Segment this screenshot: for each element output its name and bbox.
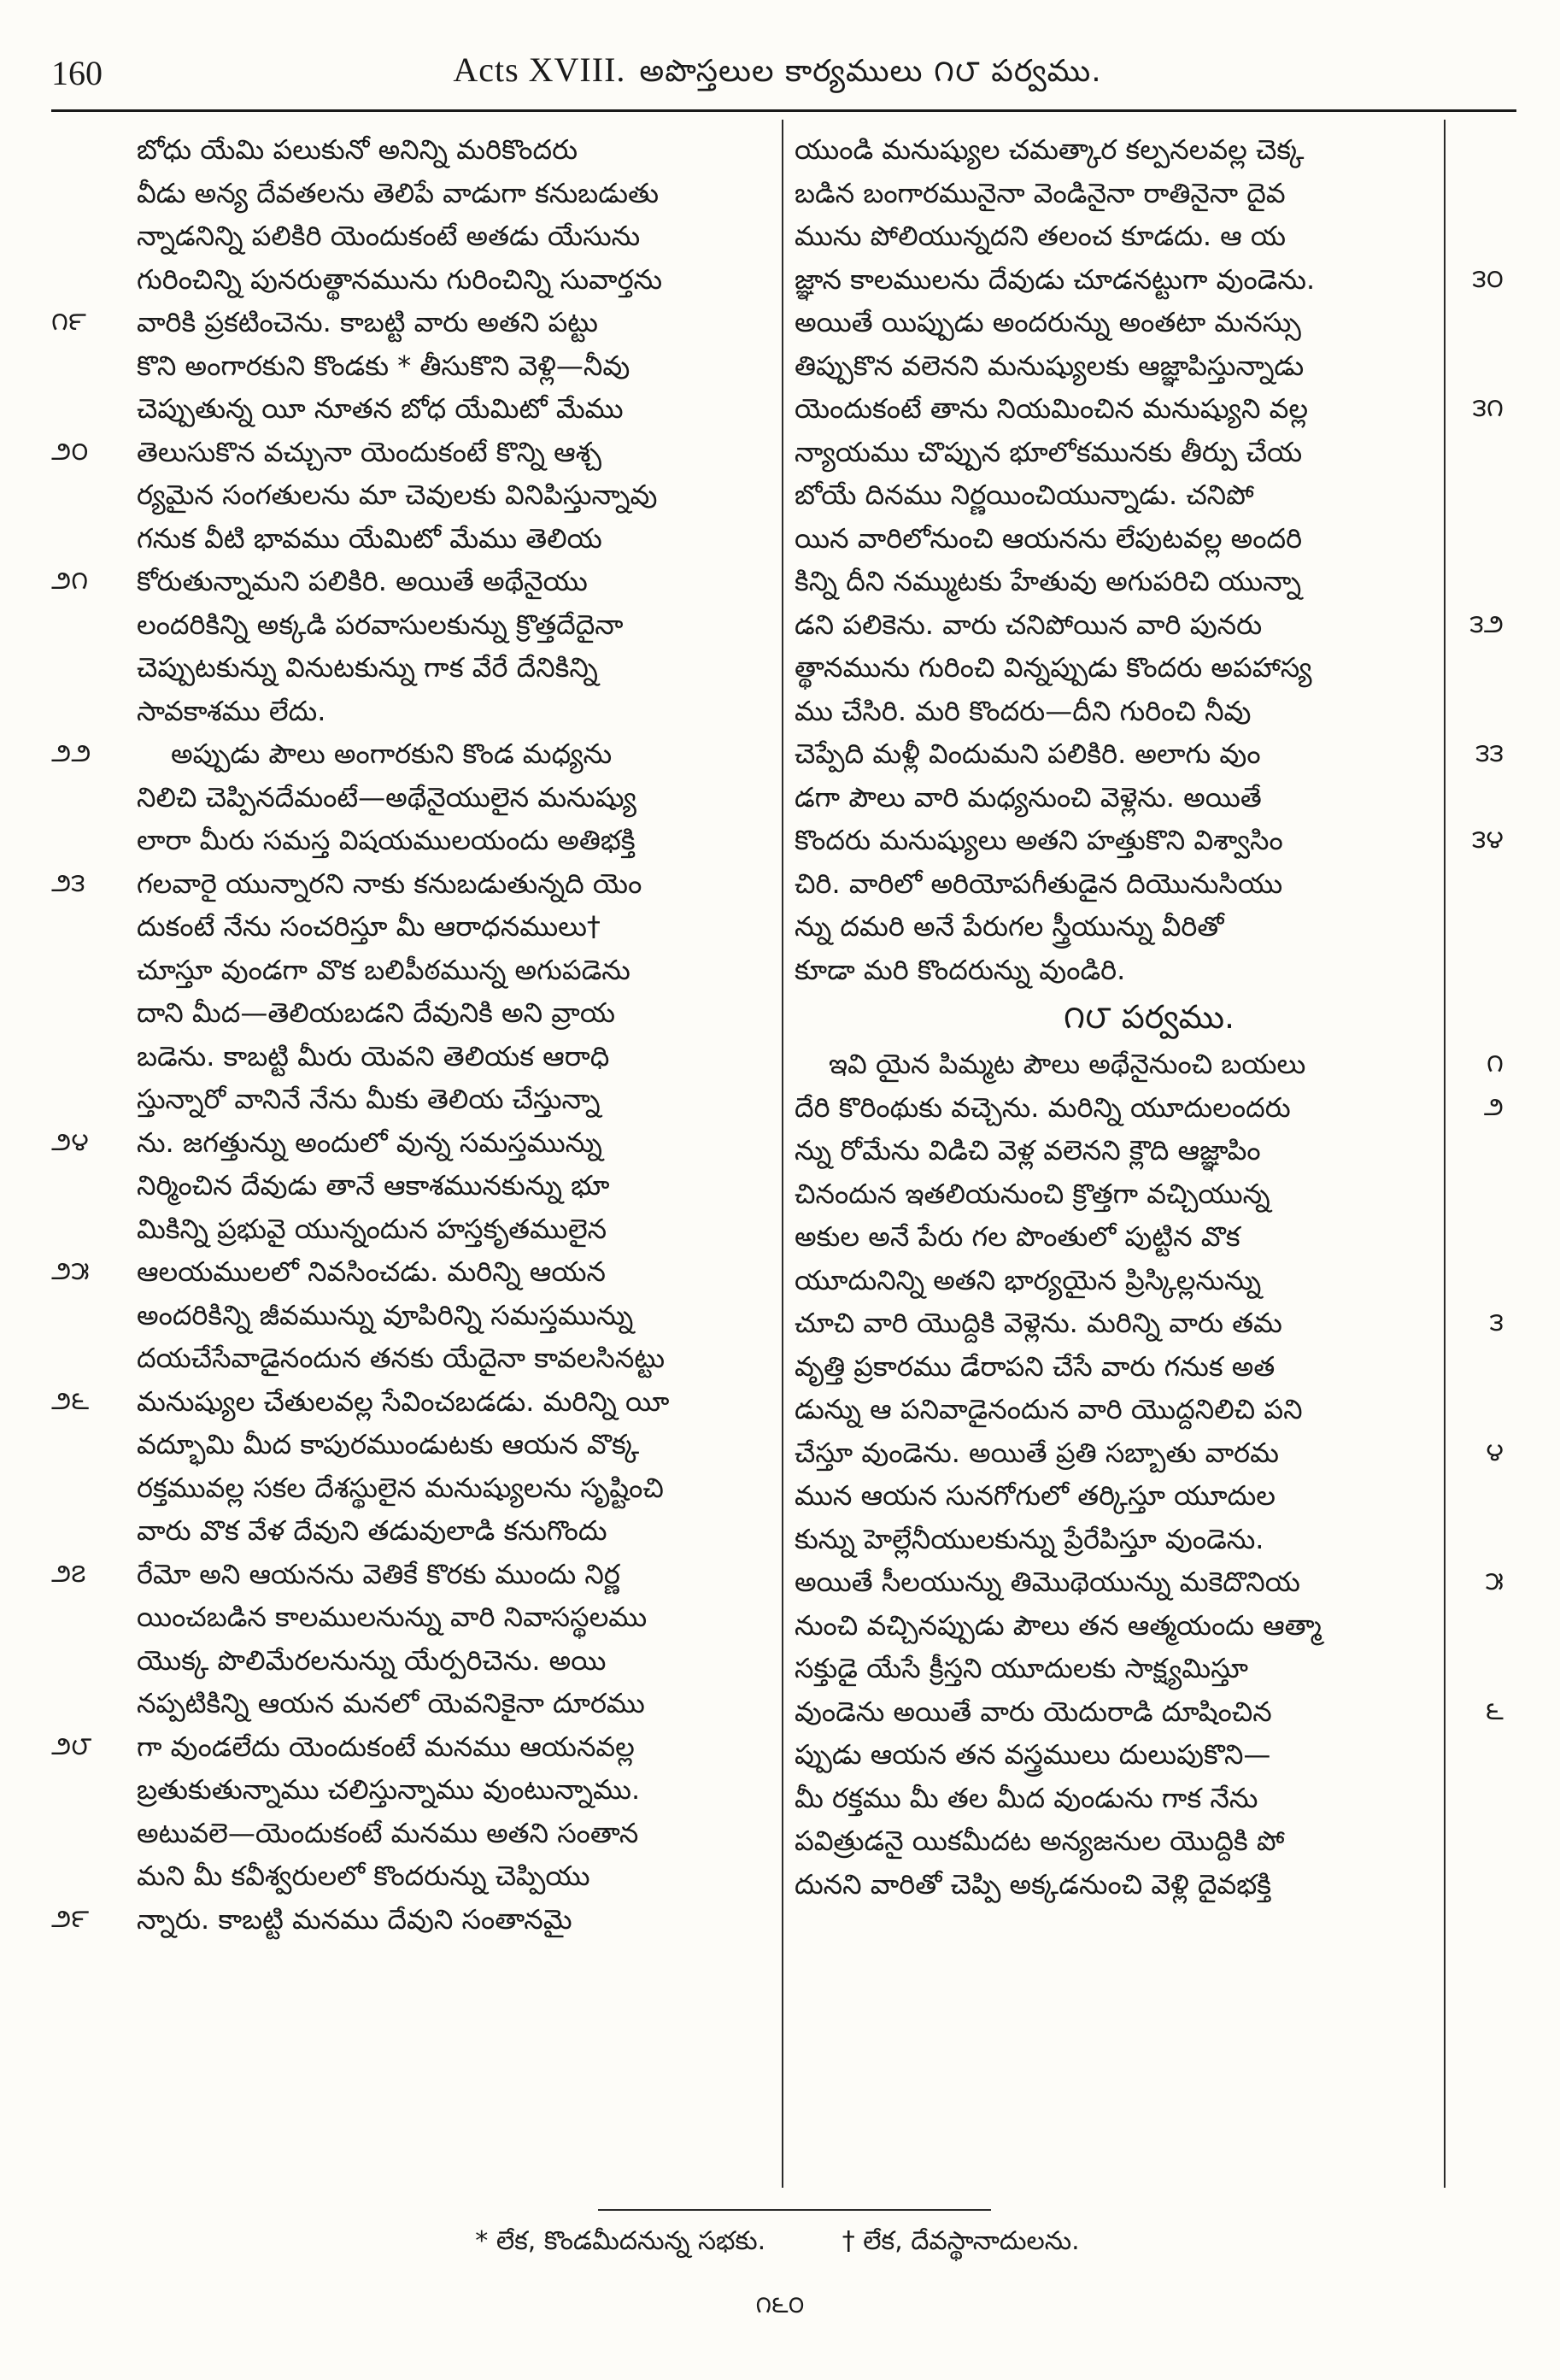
text-line xyxy=(795,1777,1504,1820)
verse-number: ౨౨ xyxy=(51,738,91,768)
verse-number: ౨౮ xyxy=(51,1731,92,1761)
verse-text: కున్ను హెల్లేనీయులకున్ను ప్రేరేపిస్తూ వుండెను. xyxy=(795,1522,1264,1555)
verse-number: ౨౪ xyxy=(51,1126,89,1157)
text-line xyxy=(795,1345,1504,1389)
text-line xyxy=(51,1898,773,1942)
text-line xyxy=(795,603,1504,647)
text-line xyxy=(51,1250,773,1294)
text-line xyxy=(795,1733,1504,1777)
text-line xyxy=(51,732,773,776)
verse-text: గురించిన్ని పునరుత్థానమును గురించిన్ని సువార్తను xyxy=(137,262,663,296)
verse-text: బడిన బంగారమునైనా వెండినైనా రాతినైనా దైవ xyxy=(795,176,1286,209)
verse-text: వీడు అన్య దేవతలను తెలిపే వాడుగా కనుబడుతు xyxy=(137,176,660,209)
text-line xyxy=(51,991,773,1035)
text-line xyxy=(51,1812,773,1855)
verse-text: వద్భూమి మీద కాపురముండుటకు ఆయన వొక్క xyxy=(137,1428,640,1460)
text-line xyxy=(795,862,1504,906)
verse-text: చేస్తూ వుండెను. అయితే ప్రతి సబ్బాతు వారమ xyxy=(795,1436,1280,1469)
text-line xyxy=(51,1768,773,1812)
column-divider xyxy=(782,120,783,2188)
verse-number: ౩౧ xyxy=(1472,393,1504,423)
text-line xyxy=(795,646,1504,690)
running-title xyxy=(103,50,1452,97)
verse-text: యెందుకంటే తాను నియమించిన మనుష్యుని వల్ల xyxy=(795,392,1309,425)
verse-text: అటువలె—యెందుకంటే మనము అతని సంతాన xyxy=(137,1816,639,1849)
text-line xyxy=(51,1639,773,1683)
verse-text: బోధు యేమి పలుకునో అనిన్ని మరికొందరు xyxy=(137,133,578,166)
text-line xyxy=(795,690,1504,733)
text-line xyxy=(51,1121,773,1165)
text-line xyxy=(51,1682,773,1725)
text-line xyxy=(795,560,1504,603)
verse-text: దేరి కొరింథుకు వచ్చెను. మరిన్ని యూదులందరు xyxy=(795,1090,1291,1124)
verse-number: ౨౭ xyxy=(51,1558,86,1589)
left-column xyxy=(51,128,773,1941)
verse-text: డని పలికెను. వారు చనిపోయిన వారి పునరు xyxy=(795,608,1263,641)
text-line xyxy=(795,1819,1504,1863)
text-line xyxy=(51,1466,773,1510)
text-line xyxy=(795,1518,1504,1561)
verse-text: డున్ను ఆ పనివాడైనందున వారి యొద్దనిలిచి పని xyxy=(795,1393,1303,1425)
verse-text: ర్యమైన సంగతులను మా చెవులకు వినిపిస్తున్నావు xyxy=(137,479,658,511)
text-line xyxy=(51,172,773,215)
verse-text: సావకాశము లేదు. xyxy=(137,694,326,727)
text-line xyxy=(51,473,773,517)
verse-number: ౩౩ xyxy=(1475,738,1504,768)
text-line xyxy=(795,819,1504,862)
text-line xyxy=(795,344,1504,388)
text-line xyxy=(795,1647,1504,1690)
text-line xyxy=(795,776,1504,820)
verse-text: న్యాయము చొప్పున భూలోకమునకు తీర్పు చేయ xyxy=(795,435,1303,468)
text-line xyxy=(51,258,773,302)
text-line xyxy=(795,517,1504,561)
text-line xyxy=(51,949,773,992)
text-line xyxy=(51,905,773,949)
text-line xyxy=(51,1035,773,1078)
verse-text: ను. జగత్తున్ను అందులో వున్న సమస్తమున్ను xyxy=(137,1125,602,1159)
verse-text: కొందరు మనుష్యులు అతని హత్తుకొని విశ్వాసిం xyxy=(795,824,1283,856)
text-line xyxy=(795,1215,1504,1259)
text-line xyxy=(795,128,1504,172)
verse-text: కోరుతున్నామని పలికిరి. అయితే అథేనైయు xyxy=(137,565,588,597)
verse-text: పవిత్రుడనై యికమీదట అన్యజనుల యొద్దికి పో xyxy=(795,1825,1285,1857)
text-line xyxy=(51,1208,773,1251)
verse-number: ౨౯ xyxy=(51,1903,90,1934)
verse-text: ఇవి యైన పిమ్మట పౌలు అథేనైనుంచి బయలు xyxy=(829,1048,1306,1080)
verse-text: లారా మీరు సమస్త విషయములయందు అతిభక్తి xyxy=(137,824,636,856)
verse-text: తెలుసుకొన వచ్చునా యెందుకంటే కొన్ని ఆశ్చ xyxy=(137,435,601,468)
text-line xyxy=(795,1690,1504,1734)
text-line xyxy=(51,214,773,258)
text-line xyxy=(795,1604,1504,1648)
verse-text: ము చేసిరి. మరి కొందరు—దీని గురించి నీవు xyxy=(795,694,1252,727)
verse-text: నప్పటికిన్ని ఆయన మనలో యెవనికైనా దూరము xyxy=(137,1687,645,1719)
verse-text: త్థానమును గురించి విన్నప్పుడు కొందరు అపహాస్య xyxy=(795,651,1312,684)
footnote-2: † లేక, దేవస్థానాదులను. xyxy=(842,2226,1080,2256)
verse-text: చినందున ఇతలియనుంచి క్రొత్తగా వచ్చియున్న xyxy=(795,1177,1270,1210)
verse-text: వారికి ప్రకటించెను. కాబట్టి వారు అతని పట్టు xyxy=(137,306,599,338)
verse-text: న్నారు. కాబట్టి మనము దేవుని సంతానమై xyxy=(137,1902,572,1936)
verse-text: అప్పుడు పౌలు అంగారకుని కొండ మధ్యను xyxy=(171,738,613,770)
page-number: 160 xyxy=(51,53,103,92)
verse-number: ౨౦ xyxy=(51,436,89,467)
verse-text: యొక్క పొలిమేరలనున్ను యేర్పరిచెను. అయి xyxy=(137,1643,607,1677)
text-line xyxy=(51,431,773,474)
text-line xyxy=(51,1423,773,1466)
text-line xyxy=(795,1863,1504,1907)
verse-text: దునని వారితో చెప్పి అక్కడనుంచి వెళ్లి దైవభక్తి xyxy=(795,1867,1271,1901)
text-line xyxy=(795,1474,1504,1518)
verse-text: చెప్పేది మళ్లీ విందుమని పలికిరి. అలాగు వుం xyxy=(795,738,1261,770)
verse-text: అకుల అనే పేరు గల పొంతులో పుట్టిన వొక xyxy=(795,1220,1240,1253)
text-line xyxy=(51,862,773,906)
text-line xyxy=(795,387,1504,431)
text-line xyxy=(51,819,773,862)
verse-text: న్ను దమరి అనే పేరుగల స్త్రీయున్ను వీరితో xyxy=(795,910,1224,943)
verse-text: ప్పుడు ఆయన తన వస్త్రములు దులుపుకొని— xyxy=(795,1738,1271,1771)
text-line xyxy=(795,732,1504,776)
verse-text: చిరి. వారిలో అరియోపగీతుడైన దియొనుసియు xyxy=(795,867,1283,900)
text-line xyxy=(51,560,773,603)
text-line xyxy=(51,1380,773,1424)
header-rule xyxy=(51,109,1516,112)
verse-text: గలవారై యున్నారని నాకు కనుబడుతున్నది యెం xyxy=(137,867,642,900)
text-line xyxy=(51,301,773,344)
verse-text: మును పోలియున్నదని తలంచ కూడదు. ఆ య xyxy=(795,220,1287,252)
verse-text: కూడా మరి కొందరున్ను వుండిరి. xyxy=(795,953,1126,986)
text-line xyxy=(51,1294,773,1337)
verse-text: చెప్పుతున్న యీ నూతన బోధ యేమిటో మేము xyxy=(137,392,624,425)
verse-text: న్నాడనిన్ని పలికిరి యెందుకంటే అతడు యేసును xyxy=(137,220,641,252)
verse-text: కొని అంగారకుని కొండకు * తీసుకొని వెళ్లి—నీవు xyxy=(137,349,630,382)
text-line xyxy=(51,776,773,820)
verse-text: దాని మీద—తెలియబడని దేవునికి అని వ్రాయ xyxy=(137,996,615,1029)
verse-text: సక్తుడై యేసే క్రీస్తని యూదులకు సాక్ష్యమిస్తూ xyxy=(795,1652,1248,1684)
text-line xyxy=(51,1854,773,1898)
verse-text: అయితే సీలయున్ను తిమొథెయున్ను మకెదొనియ xyxy=(795,1566,1300,1598)
verse-number: ౧౯ xyxy=(51,307,86,337)
verse-text: చూచి వారి యొద్దికి వెళ్లెను. మరిన్ని వారు తమ xyxy=(795,1307,1282,1339)
text-line xyxy=(795,473,1504,517)
verse-text: అందరికిన్ని జీవమున్ను వూపిరిన్ని సమస్తమున్ను xyxy=(137,1298,634,1331)
verse-text: గనుక వీటి భావము యేమిటో మేము తెలియ xyxy=(137,521,602,555)
text-line xyxy=(51,1595,773,1639)
verse-number: ౬ xyxy=(1486,1695,1504,1726)
text-line xyxy=(795,1129,1504,1172)
text-line xyxy=(795,905,1504,949)
verse-text: గా వుండలేదు యెందుకంటే మనము ఆయనవల్ల xyxy=(137,1730,635,1763)
running-header xyxy=(51,47,1504,98)
verse-text: వుండెను అయితే వారు యెదురాడి దూషించిన xyxy=(795,1695,1272,1728)
verse-number: ౧ xyxy=(1487,1049,1504,1078)
text-line xyxy=(51,603,773,647)
verse-text: మున ఆయన సునగోగులో తర్కిస్తూ యూదుల xyxy=(795,1479,1276,1512)
verse-text: మీ రక్తము మీ తల మీద వుండును గాక నేను xyxy=(795,1781,1258,1814)
verse-text: మని మీ కవీశ్వరులలో కొందరున్ను చెప్పియు xyxy=(137,1860,590,1892)
verse-text: కిన్ని దీని నమ్ముటకు హేతువు అగుపరిచి యున్నా xyxy=(795,565,1302,597)
footnotes xyxy=(51,2226,1504,2262)
verse-text: రేమో అని ఆయనను వెతికే కొరకు ముందు నిర్ణ xyxy=(137,1557,620,1590)
verse-text: జ్ఞాన కాలములను దేవుడు చూడనట్టుగా వుండెను. xyxy=(795,262,1316,296)
verse-text: తిప్పుకొన వలెనని మనుష్యులకు ఆజ్ఞాపిస్తున్నాడు xyxy=(795,349,1305,382)
text-line xyxy=(51,1509,773,1553)
verse-number: ౩ xyxy=(1489,1308,1504,1337)
verse-text: లందరికిన్ని అక్కడి పరవాసులకున్ను క్రొత్తదేదైనా xyxy=(137,608,624,641)
right-column xyxy=(795,128,1504,1906)
verse-text: చూస్తూ వుండగా వొక బలిపీఠమున్న అగుపడెను xyxy=(137,953,630,986)
text-line xyxy=(51,1164,773,1208)
verse-number: ౩౨ xyxy=(1469,608,1504,639)
signature-mark: ౧౬౦ xyxy=(755,2290,805,2318)
verse-text: నిలిచి చెప్పినదేమంటే—అథేనైయులైన మనుష్యు xyxy=(137,780,636,814)
verse-number: ౨౧ xyxy=(51,566,89,596)
verse-text: యిన వారిలోనుంచి ఆయనను లేపుటవల్ల అందరి xyxy=(795,521,1303,555)
footnote-1: * లేక, కొండమీదనున్న సభకు. xyxy=(475,2226,766,2256)
verse-text: స్తున్నారో వానినే నేను మీకు తెలియ చేస్తున్నా xyxy=(137,1083,601,1115)
verse-text: అయితే యిప్పుడు అందరున్ను అంతటా మనస్సు xyxy=(795,306,1301,338)
verse-text: మనుష్యుల చేతులవల్ల సేవించబడడు. మరిన్ని యీ xyxy=(137,1384,670,1418)
verse-text: యూదునిన్ని అతని భార్యయైన ప్రిస్కిల్లనున్ను xyxy=(795,1263,1262,1296)
verse-text: డగా పౌలు వారి మధ్యనుంచి వెళ్లెను. అయితే xyxy=(795,780,1262,814)
verse-number: ౨౫ xyxy=(51,1256,90,1286)
verse-text: బోయే దినము నిర్ణయించియున్నాడు. చనిపో xyxy=(795,479,1254,511)
text-line xyxy=(51,344,773,388)
verse-number: ౨౩ xyxy=(51,867,85,898)
verse-number: ౫ xyxy=(1485,1566,1504,1596)
verse-number: ౩౪ xyxy=(1472,825,1504,855)
text-line xyxy=(795,214,1504,258)
verse-number: ౪ xyxy=(1486,1437,1504,1467)
footnote-rule xyxy=(598,2209,991,2211)
text-line xyxy=(795,172,1504,215)
text-line xyxy=(795,1172,1504,1216)
text-line xyxy=(51,517,773,561)
verse-text: వృత్తి ప్రకారము డేరాపని చేసే వారు గనుక అత xyxy=(795,1349,1276,1383)
verse-number: ౩౦ xyxy=(1472,263,1504,294)
running-title-telugu: అపొస్తలుల కార్యములు ౧౮ పర్వము. xyxy=(639,53,1102,89)
verse-text: నిర్మించిన దేవుడు తానే ఆకాశమునకున్ను భూ xyxy=(137,1169,610,1202)
text-line xyxy=(51,128,773,172)
text-line xyxy=(51,1725,773,1769)
text-line xyxy=(795,1302,1504,1345)
text-line xyxy=(795,301,1504,344)
text-line xyxy=(51,1078,773,1121)
text-line xyxy=(51,646,773,690)
text-line xyxy=(51,690,773,733)
verse-text: రక్తమువల్ల సకల దేశస్థులైన మనుష్యులను సృష్టించి xyxy=(137,1471,664,1504)
verse-text: వారు వొక వేళ దేవుని తడువులాడి కనుగొందు xyxy=(137,1514,607,1547)
verse-text: చెప్పుటకున్ను వినుటకున్ను గాక వేరే దేనికిన్ని xyxy=(137,651,598,684)
chapter-heading: ౧౮ పర్వము. xyxy=(1063,998,1235,1036)
verse-text: యించబడిన కాలములనున్ను వారి నివాసస్థలము xyxy=(137,1601,648,1633)
text-line xyxy=(795,431,1504,474)
verse-text: బడెను. కాబట్టి మీరు యెవని తెలియక ఆరాధి xyxy=(137,1039,610,1072)
verse-text: యుండి మనుష్యుల చమత్కార కల్పనలవల్ల చెక్క xyxy=(795,133,1305,166)
verse-text: బ్రతుకుతున్నాము చలిస్తున్నాము వుంటున్నాము. xyxy=(137,1773,641,1806)
text-line xyxy=(795,1560,1504,1604)
verse-number: ౨ xyxy=(1483,1091,1504,1122)
verse-text: ఆలయములలో నివసించడు. మరిన్ని ఆయన xyxy=(137,1255,606,1288)
text-line xyxy=(795,949,1504,992)
verse-text: న్ను రోమేను విడిచి వెళ్ల వలెనని క్లౌది ఆజ్ఞాపిం xyxy=(795,1134,1261,1166)
verse-text: దయచేసేవాడైనందున తనకు యేదైనా కావలసినట్టు xyxy=(137,1342,666,1374)
verse-text: మికిన్ని ప్రభువై యున్నందున హస్తకృతములైన xyxy=(137,1212,607,1245)
text-line xyxy=(51,1553,773,1596)
text-line xyxy=(795,1431,1504,1475)
text-line xyxy=(795,1043,1504,1086)
verse-text: నుంచి వచ్చినప్పుడు పౌలు తన ఆత్మయందు ఆత్మా xyxy=(795,1608,1322,1642)
text-line xyxy=(795,1259,1504,1302)
running-title-english: Acts XVIII. xyxy=(453,50,626,89)
verse-text: దుకంటే నేను సంచరిస్తూ మీ ఆరాధనములు† xyxy=(137,910,601,943)
text-line xyxy=(51,1337,773,1380)
text-line xyxy=(51,387,773,431)
text-line xyxy=(795,1388,1504,1431)
text-line xyxy=(795,258,1504,302)
text-line xyxy=(795,1086,1504,1130)
verse-number: ౨౬ xyxy=(51,1385,90,1416)
